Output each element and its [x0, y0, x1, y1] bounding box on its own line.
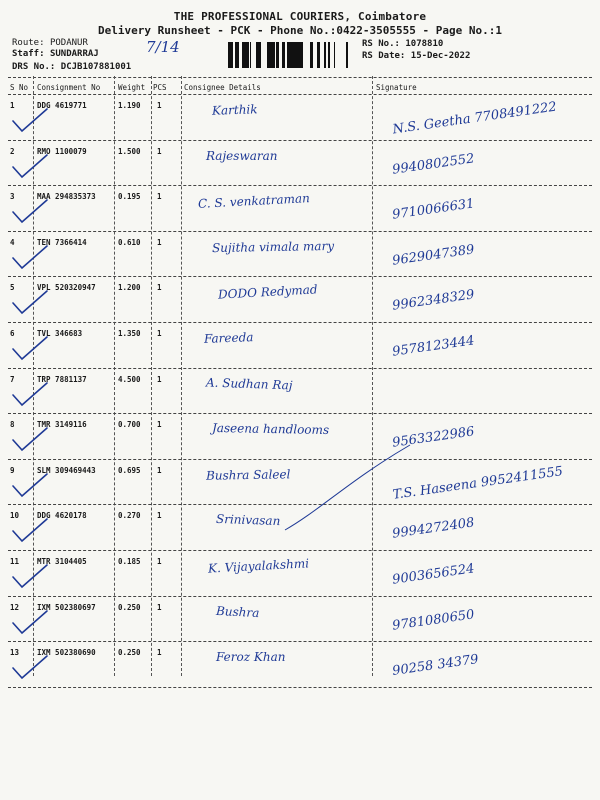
- row-separator: [8, 550, 592, 551]
- col-header-weight: Weight: [118, 83, 146, 92]
- row-weight: 0.185: [118, 557, 141, 566]
- row-consignee-handwritten: Karthik: [211, 102, 258, 118]
- row-weight: 0.700: [118, 420, 141, 430]
- row-consignment-no: DDG 4620178: [37, 511, 87, 521]
- row-consignment-no: MAA 294835373: [37, 192, 96, 202]
- row-weight: 0.250: [118, 602, 141, 612]
- row-pcs: 1: [157, 465, 162, 475]
- company-title: THE PROFESSIONAL COURIERS, Coimbatore: [173, 10, 427, 23]
- row-signature-handwritten: 90258 34379: [391, 652, 480, 680]
- row-consignee-handwritten: Sujitha vimala mary: [211, 238, 335, 255]
- row-signature-handwritten: 9962348329: [391, 287, 476, 315]
- tick-mark-icon: [10, 515, 50, 545]
- row-pcs: 1: [157, 420, 162, 430]
- staff-label: Staff:: [12, 49, 45, 59]
- rs-date-line: [362, 51, 470, 61]
- row-signature-handwritten: 9629047389: [391, 242, 476, 269]
- row-consignee-handwritten: Feroz Khan: [216, 650, 286, 665]
- row-sno: 9: [10, 465, 15, 475]
- row-pcs: 1: [157, 192, 162, 202]
- row-separator: [8, 687, 592, 688]
- row-sno: 12: [10, 602, 20, 612]
- tick-mark-icon: [10, 333, 50, 363]
- drs-label: DRS No.:: [12, 62, 56, 72]
- row-sno: 13: [10, 648, 20, 658]
- row-separator: [8, 185, 592, 186]
- row-pcs: 1: [157, 146, 162, 156]
- row-pcs: 1: [157, 511, 162, 521]
- row-signature-handwritten: 9563322986: [391, 424, 476, 451]
- row-weight: 0.695: [118, 465, 141, 475]
- row-weight: 1.500: [118, 146, 141, 156]
- col-header-pcs: PCS: [153, 83, 167, 92]
- row-signature-handwritten: T.S. Haseena 9952411555: [391, 463, 564, 503]
- row-pcs: 1: [157, 329, 162, 338]
- rs-no-value: 1078810: [405, 39, 444, 49]
- row-sno: 10: [10, 511, 20, 521]
- row-separator: [8, 231, 592, 232]
- row-sno: 4: [10, 237, 15, 247]
- row-consignee-handwritten: A. Sudhan Raj: [205, 375, 293, 393]
- row-consignment-no: VPL 520320947: [37, 283, 96, 293]
- tick-mark-icon: [10, 105, 50, 135]
- row-sno: 11: [10, 557, 20, 566]
- row-consignment-no: IXM 502380697: [37, 602, 96, 612]
- row-consignment-no: RMO 1100079: [37, 146, 87, 156]
- row-weight: 0.195: [118, 192, 141, 202]
- row-consignment-no: TVL 346683: [37, 329, 83, 338]
- row-signature-handwritten: N.S. Geetha 7708491222: [391, 99, 558, 138]
- row-separator: [8, 641, 592, 642]
- row-consignee-handwritten: Rajeswaran: [206, 148, 278, 163]
- row-signature-handwritten: 9940802552: [391, 150, 476, 178]
- column-divider: [372, 76, 373, 676]
- row-consignee-handwritten: Jaseena handlooms: [211, 421, 330, 438]
- row-separator: [8, 140, 592, 141]
- row-consignee-handwritten: Fareeda: [203, 330, 254, 346]
- staff-line: [12, 49, 99, 59]
- col-header-signature: Signature: [376, 83, 417, 92]
- row-separator: [8, 276, 592, 277]
- tick-mark-icon: [10, 287, 50, 317]
- col-header-consignee: Consignee Details: [184, 83, 261, 92]
- row-separator: [8, 322, 592, 323]
- row-sno: 6: [10, 329, 15, 338]
- row-sno: 5: [10, 283, 15, 293]
- row-consignment-no: SLM 309469443: [37, 465, 96, 475]
- row-weight: 1.350: [118, 329, 141, 338]
- tick-mark-icon: [10, 470, 50, 500]
- route-label: Route:: [12, 38, 45, 48]
- column-divider: [114, 76, 115, 676]
- tick-mark-icon: [10, 379, 50, 409]
- handwritten-count: 7/14: [146, 38, 180, 56]
- row-consignee-handwritten: Srinivasan: [215, 512, 281, 529]
- rs-date-label: RS Date:: [362, 51, 406, 61]
- tick-mark-icon: [10, 424, 50, 454]
- row-pcs: 1: [157, 648, 162, 658]
- route-value: PODANUR: [49, 38, 88, 48]
- rs-date-value: 15-Dec-2022: [410, 51, 471, 61]
- rs-no-label: RS No.:: [362, 39, 400, 49]
- row-weight: 0.610: [118, 237, 141, 247]
- row-sno: 1: [10, 101, 15, 110]
- col-header-consignment: Consignment No: [37, 83, 101, 92]
- rs-no-line: [362, 39, 443, 49]
- runsheet-subtitle: Delivery Runsheet - PCK - Phone No.:0422-3505555 - Page No.:1: [98, 24, 502, 37]
- row-pcs: 1: [157, 101, 162, 110]
- tick-mark-icon: [10, 196, 50, 226]
- row-consignee-handwritten: K. Vijayalakshmi: [207, 556, 310, 576]
- col-header-sno: S No: [10, 83, 29, 92]
- row-sno: 8: [10, 420, 15, 430]
- row-consignment-no: TMR 3149116: [37, 420, 87, 430]
- row-weight: 1.200: [118, 283, 141, 293]
- staff-value: SUNDARRAJ: [49, 49, 99, 59]
- row-consignment-no: IXM 502380690: [37, 648, 96, 658]
- row-pcs: 1: [157, 374, 162, 384]
- route-line: [12, 38, 88, 48]
- row-pcs: 1: [157, 557, 162, 566]
- row-signature-handwritten: 9781080650: [391, 606, 476, 634]
- row-weight: 0.250: [118, 648, 141, 658]
- row-consignee-handwritten: Bushra Saleel: [205, 467, 291, 483]
- tick-mark-icon: [10, 607, 50, 637]
- row-sno: 3: [10, 192, 15, 202]
- row-consignment-no: MTR 3104405: [37, 557, 87, 566]
- tick-mark-icon: [10, 151, 50, 181]
- row-separator: [8, 368, 592, 369]
- table-top-rule: [8, 77, 592, 78]
- tick-mark-icon: [10, 561, 50, 591]
- row-pcs: 1: [157, 602, 162, 612]
- row-consignment-no: DDG 4619771: [37, 101, 87, 110]
- column-divider: [151, 76, 152, 676]
- row-signature-handwritten: 9578123444: [391, 333, 476, 360]
- row-signature-handwritten: 9710066631: [391, 196, 476, 223]
- table-header-rule: [8, 94, 592, 95]
- row-signature-handwritten: 9994272408: [391, 515, 476, 543]
- row-consignee-handwritten: C. S. venkatraman: [197, 191, 311, 212]
- row-sno: 2: [10, 146, 15, 156]
- row-separator: [8, 413, 592, 414]
- tick-mark-icon: [10, 652, 50, 682]
- row-consignment-no: TRP 7881137: [37, 374, 87, 384]
- drs-value: DCJB107881001: [60, 62, 132, 72]
- drs-line: [12, 62, 131, 72]
- row-weight: 1.190: [118, 101, 141, 110]
- row-weight: 0.270: [118, 511, 141, 521]
- row-sno: 7: [10, 374, 15, 384]
- row-separator: [8, 596, 592, 597]
- tick-mark-icon: [10, 242, 50, 272]
- barcode-image: [228, 42, 350, 68]
- column-divider: [181, 76, 182, 676]
- signature-stroke-image: [280, 440, 420, 540]
- row-consignee-handwritten: DODO Redymad: [217, 282, 318, 302]
- row-consignment-no: TEN 7366414: [37, 237, 87, 247]
- row-weight: 4.500: [118, 374, 141, 384]
- row-pcs: 1: [157, 283, 162, 293]
- row-signature-handwritten: 9003656524: [391, 561, 476, 588]
- row-consignee-handwritten: Bushra: [215, 603, 260, 620]
- row-pcs: 1: [157, 237, 162, 247]
